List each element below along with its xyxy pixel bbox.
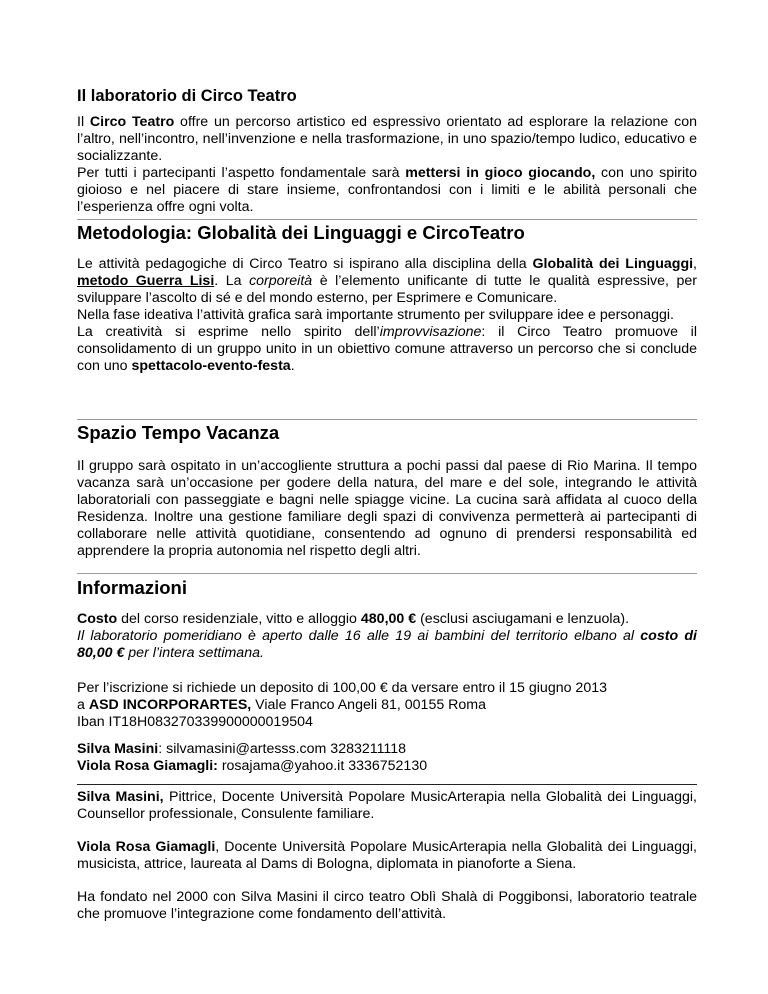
bold-text: mettersi in gioco giocando, [405, 165, 596, 181]
text: (esclusi asciugamani e lenzuola). [416, 611, 630, 627]
text: del corso residenziale, vitto e alloggio [117, 611, 361, 627]
text: : il Circo Teatro promuove il consolidamento di un gruppo unito in un obiettivo comune attraverso un percorso che si conclude con uno [77, 324, 697, 374]
text: è l’elemento unificante di tutte le qualità espressive, per sviluppare l’ascolto di sé e del mondo esterno, per Esprimere e Comunicare. [77, 273, 698, 306]
paragraph: Ha fondato nel 2000 con Silva Masini il circo teatro Oblì Shalà di Poggibonsi, laboratorio teatrale che promuove l’integrazione come fondamento dell’attività. [77, 889, 697, 922]
paragraph [77, 839, 697, 873]
paragraph: Nella fase ideativa l’attività grafica sarà importante strumento per sviluppare idee e personaggi. [77, 307, 674, 323]
divider [77, 419, 697, 420]
section-title-laboratorio: Il laboratorio di Circo Teatro [77, 87, 297, 105]
bold-text: Costo [77, 611, 118, 627]
italic-text: Il laboratorio pomeridiano è aperto dalle 16 alle 19 ai bambini del territorio elbano al [77, 628, 641, 644]
contact-silva [77, 741, 697, 758]
contact-viola [77, 758, 697, 775]
iban-line: Iban IT18H083270339900000019504 [77, 714, 313, 730]
bold-text: Viola Rosa Giamagli [77, 839, 216, 855]
paragraph [77, 256, 697, 307]
text: . La [214, 273, 250, 289]
section-body-laboratorio [77, 114, 697, 216]
paragraph: Il gruppo sarà ospitato in un’accogliente struttura a pochi passi dal paese di Rio Marina. Il tempo vacanza sarà un’occasione per godere della natura, del mare e del sole, integrando le attività laboratoriali con passeggiate e bagni nelle spiagge vicine. La cucina sarà affidata al cuoco della Residenza. Inoltre una gestione familiare degli spazi di convivenza permetterà ai partecipanti di collaborare nelle attività quotidiane, consentendo ad ognuno di prendersi responsabilità ed apprendere la propria autonomia nel rispetto degli altri. [77, 458, 697, 559]
text: offre un percorso artistico ed espressivo orientato ad esplorare la relazione con l’altro, nell’incontro, nell’invenzione e nella trasformazione, in uno spazio/tempo ludico, educativo e socializzante. [77, 114, 697, 164]
text: La creatività si esprime nello spirito dell’ [77, 324, 380, 340]
text: Pittrice, Docente Università Popolare MusicArterapia nella Globalità dei Linguaggi, Counsellor professionale, Consulente familiare. [77, 789, 698, 822]
text: Per tutti i partecipanti l’aspetto fondamentale sarà [77, 165, 406, 181]
bold-text: Viola Rosa Giamagli: [77, 758, 218, 774]
section-title-metodologia: Metodologia: Globalità dei Linguaggi e CircoTeatro [77, 222, 525, 243]
divider [77, 784, 697, 785]
underlined-bold-text: metodo Guerra Lisi [77, 273, 215, 289]
section-title-spazio-tempo-vacanza: Spazio Tempo Vacanza [77, 422, 280, 443]
bold-text: Silva Masini, [77, 789, 164, 805]
costo-line [77, 611, 697, 628]
bold-text: Globalità dei Linguaggi [532, 256, 694, 272]
text: Le attività pedagogiche di Circo Teatro si ispirano alla disciplina della [77, 256, 533, 272]
bio-viola [77, 839, 697, 873]
divider [77, 219, 697, 220]
bold-text: Silva Masini [77, 741, 159, 757]
bold-text: Circo Teatro [89, 114, 175, 130]
price: 480,00 € [360, 611, 417, 627]
bold-text: ASD INCORPORARTES, [88, 697, 252, 713]
text: . [290, 358, 295, 374]
text: : silvamasini@artesss.com 3283211118 [158, 741, 407, 757]
paragraph [77, 165, 697, 216]
paragraph [77, 789, 697, 823]
price: costo di 80,00 € [77, 628, 697, 661]
paragraph [77, 114, 697, 165]
bold-text: spettacolo-evento-festa [131, 358, 291, 374]
costo-block [77, 611, 697, 662]
pomeriggio-line [77, 628, 697, 662]
divider [77, 573, 697, 574]
beneficiario-line [77, 697, 697, 714]
iscrizione-line: Per l’iscrizione si richiede un deposito di 100,00 € da versare entro il 15 giugno 2013 [77, 680, 607, 696]
fondazione [77, 889, 697, 923]
bio-silva [77, 789, 697, 823]
iscrizione-block [77, 680, 697, 731]
italic-text: improvvisazione [379, 324, 482, 340]
italic-text: per l’intera settimana. [124, 645, 264, 661]
italic-text: corporeità [249, 273, 313, 289]
text: Viale Franco Angeli 81, 00155 Roma [251, 697, 487, 713]
section-body-spazio-tempo-vacanza [77, 458, 697, 560]
text: a [77, 697, 89, 713]
paragraph [77, 324, 697, 375]
text: con uno spirito gioioso e nel piacere di stare insieme, confrontandosi con i limiti e le abilità personali che l’esperienza offre ogni volta. [77, 165, 697, 215]
text: Il [77, 114, 90, 130]
text: rosajama@yahoo.it 3336752130 [217, 758, 428, 774]
contatti-block [77, 741, 697, 775]
section-title-informazioni: Informazioni [77, 577, 187, 598]
section-body-metodologia [77, 256, 697, 375]
text: , Docente Università Popolare MusicArterapia nella Globalità dei Linguaggi, musicista, attrice, laureata al Dams di Bologna, diplomata in pianoforte a Siena. [77, 839, 697, 872]
text: , [693, 256, 697, 272]
